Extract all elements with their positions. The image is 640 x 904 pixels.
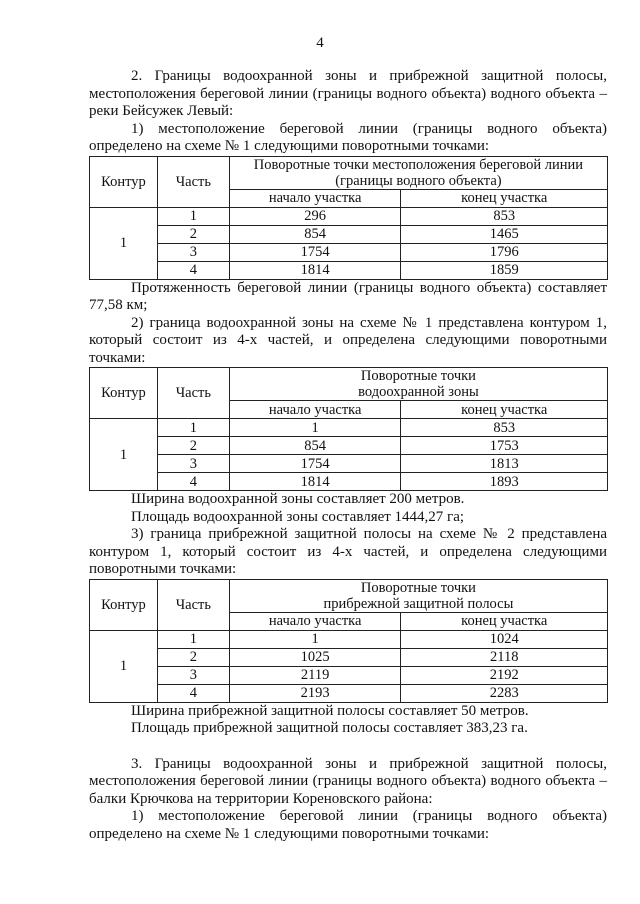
section-spacer <box>89 738 607 756</box>
end-cell: 853 <box>401 419 608 437</box>
table-row <box>90 419 608 437</box>
shoreline-length: Протяженность береговой линии (границы водного объекта) составляет 77,58 км; <box>89 279 607 313</box>
part-cell: 2 <box>157 648 229 666</box>
table-row <box>90 455 608 473</box>
part-cell: 1 <box>157 630 229 648</box>
part-cell: 3 <box>157 666 229 684</box>
table-row <box>90 666 608 684</box>
start-cell: 1814 <box>229 473 401 491</box>
table-row <box>90 207 608 225</box>
section2-item1: 1) местоположение береговой линии (границы водного объекта) определено на схеме № 1 следующими поворотными точками: <box>89 120 607 154</box>
header-start: начало участка <box>229 189 401 207</box>
strip-area: Площадь прибрежной защитной полосы составляет 383,23 га. <box>131 720 528 736</box>
header-kontur: Контур <box>90 156 158 207</box>
header-kontur: Контур <box>90 368 158 419</box>
strip-width: Ширина прибрежной защитной полосы составляет 50 метров. <box>131 702 529 719</box>
header-group-line1: Поворотные точки <box>360 368 476 384</box>
table-row <box>90 684 608 702</box>
zone-width: Ширина водоохранной зоны составляет 200 метров. <box>131 491 465 507</box>
part-cell: 2 <box>157 225 229 243</box>
section3-heading: 3. Границы водоохранной зоны и прибрежной защитной полосы, местоположения береговой линии (границы водного объекта) водного объекта – балки Крючкова на территории Кореновского района: <box>89 755 607 807</box>
contour-cell: 1 <box>90 630 158 702</box>
end-cell: 1893 <box>401 473 608 491</box>
start-cell: 854 <box>229 437 401 455</box>
contour-cell: 1 <box>90 207 158 279</box>
end-cell: 1024 <box>401 630 608 648</box>
section2-item3: 3) граница прибрежной защитной полосы на схеме № 2 представлена контуром 1, который состоит из 4-х частей, и определена следующими поворотными точками: <box>89 526 607 577</box>
end-cell: 1813 <box>401 455 608 473</box>
header-end: конец участка <box>401 401 608 419</box>
contour-cell: 1 <box>90 419 158 491</box>
end-cell: 1796 <box>401 243 608 261</box>
start-cell: 1 <box>229 419 401 437</box>
document-body <box>89 68 607 843</box>
table-row <box>90 261 608 279</box>
header-start: начало участка <box>229 612 401 630</box>
header-chast: Часть <box>157 579 229 630</box>
end-cell: 853 <box>401 207 608 225</box>
header-group-line2: прибрежной защитной полосы <box>323 595 514 612</box>
table-row <box>90 648 608 666</box>
part-cell: 1 <box>157 207 229 225</box>
header-group <box>229 579 607 612</box>
table-row <box>90 225 608 243</box>
start-cell: 1025 <box>229 648 401 666</box>
part-cell: 3 <box>157 455 229 473</box>
table-row <box>90 243 608 261</box>
part-cell: 4 <box>157 473 229 491</box>
start-cell: 296 <box>229 207 401 225</box>
part-cell: 4 <box>157 684 229 702</box>
header-group-line1: Поворотные точки <box>360 579 476 596</box>
part-cell: 4 <box>157 261 229 279</box>
section3-item1: 1) местоположение береговой линии (границы водного объекта) определено на схеме № 1 следующими поворотными точками: <box>89 808 607 842</box>
coastal-strip-table <box>89 579 608 703</box>
table-row <box>90 437 608 455</box>
part-cell: 1 <box>157 419 229 437</box>
start-cell: 1754 <box>229 243 401 261</box>
part-cell: 2 <box>157 437 229 455</box>
header-chast: Часть <box>157 156 229 207</box>
end-cell: 1859 <box>401 261 608 279</box>
header-kontur: Контур <box>90 579 158 630</box>
start-cell: 2119 <box>229 666 401 684</box>
shoreline-points-table <box>89 156 608 280</box>
end-cell: 1753 <box>401 437 608 455</box>
header-end: конец участка <box>401 189 608 207</box>
start-cell: 1814 <box>229 261 401 279</box>
header-start: начало участка <box>229 401 401 419</box>
end-cell: 2192 <box>401 666 608 684</box>
table-row <box>90 473 608 491</box>
header-group-line2: водоохранной зоны <box>358 384 479 400</box>
end-cell: 2118 <box>401 648 608 666</box>
end-cell: 2283 <box>401 684 608 702</box>
start-cell: 1754 <box>229 455 401 473</box>
header-group <box>229 368 607 401</box>
water-protection-zone-table <box>89 367 608 491</box>
start-cell: 2193 <box>229 684 401 702</box>
header-end: конец участка <box>401 612 608 630</box>
zone-area: Площадь водоохранной зоны составляет 1444,27 га; <box>131 508 465 525</box>
header-chast: Часть <box>157 368 229 419</box>
part-cell: 3 <box>157 243 229 261</box>
section2-item2: 2) граница водоохранной зоны на схеме № 1 представлена контуром 1, который состоит из 4-х частей, и определена следующими поворотными точками: <box>89 314 607 366</box>
header-group: Поворотные точки местоположения береговой линии (границы водного объекта) <box>229 156 607 189</box>
end-cell: 1465 <box>401 225 608 243</box>
section2-heading: 2. Границы водоохранной зоны и прибрежной защитной полосы, местоположения береговой линии (границы водного объекта) водного объекта – реки Бейсужек Левый: <box>89 68 607 119</box>
start-cell: 854 <box>229 225 401 243</box>
page-number: 4 <box>316 35 324 51</box>
start-cell: 1 <box>229 630 401 648</box>
table-row <box>90 630 608 648</box>
